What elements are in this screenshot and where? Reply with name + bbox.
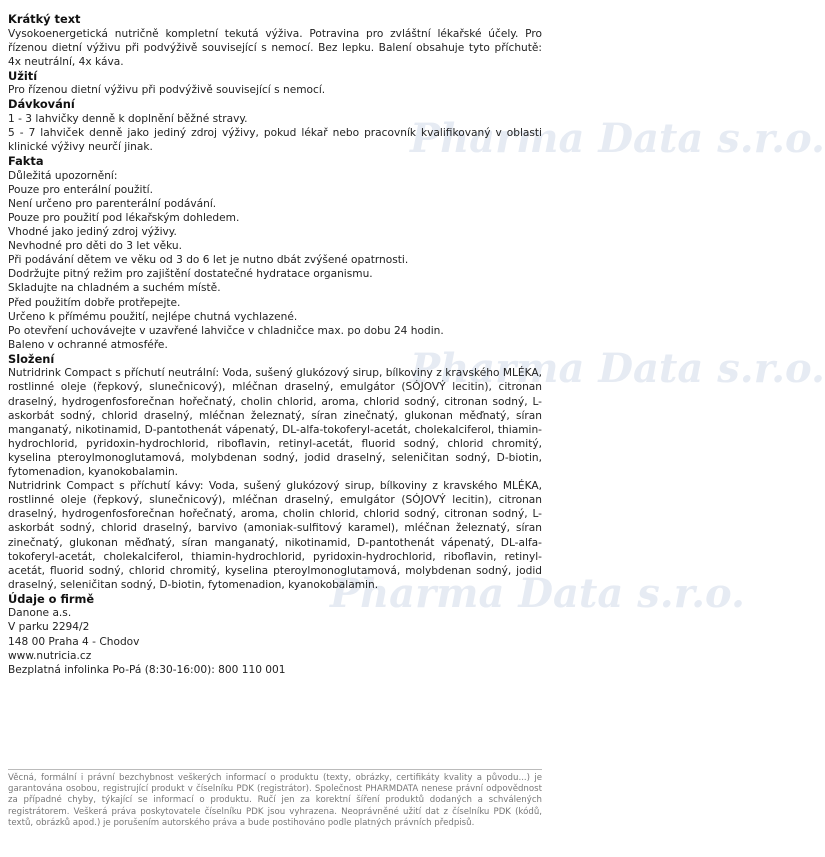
facts-line: Dodržujte pitný režim pro zajištění dostatečné hydratace organismu. bbox=[8, 268, 373, 281]
heading-usage: Užití bbox=[8, 68, 38, 83]
heading-composition: Složení bbox=[8, 351, 55, 366]
dosage-line: 5 - 7 lahviček denně jako jediný zdroj výživy, pokud lékař nebo pracovník kvalifikovaný v oblasti klinické výživy neurčí jinak. bbox=[8, 126, 542, 154]
facts-line: Při podávání dětem ve věku od 3 do 6 let je nutno dbát zvýšené opatrnosti. bbox=[8, 254, 409, 267]
company-street: V parku 2294/2 bbox=[8, 621, 90, 634]
watermark-3: Pharma Data s.r.o. bbox=[330, 570, 745, 617]
watermark-2: Pharma Data s.r.o. bbox=[410, 345, 825, 392]
composition-neutral: Nutridrink Compact s příchutí neutrální: Voda, sušený glukózový sirup, bílkoviny z kravského MLÉKA, rostlinné oleje (řepkový, slunečnicový), mléčnan draselný, emulgátor (SÓJOVÝ lecitin), citronan draselný, hydrogenfosforečnan hořečnatý, cholin chlorid, aroma, chlorid sodný, citronan sodný, L-askorbát sodný, chlorid draselný, mléčnan železnatý, síran zinečnatý, glukonan měďnatý, síran manganatý, nikotinamid, D-pantothenát vápenatý, DL-alfa-tokoferyl-acetát, cholekalciferol, thiamin-hydrochlorid, pyridoxin-hydrochlorid, riboflavin, retinyl-acetát, fluorid sodný, chlorid chromitý, kyselina pteroylmonoglutamová, molybdenan sodný, jodid draselný, seleničitan sodný, D-biotin, fytomenadion, kyanokobalamin. bbox=[8, 367, 542, 479]
disclaimer: Věcná, formální i právní bezchybnost veškerých informací o produktu (texty, obrázky, certifikáty kvality a původu...) je garantována osobou, registrující produkt v číselníku PDK (registrátor). Společnost PHARMDATA nenese právní odpovědnost za případné chyby, týkající se informací o produktu. Ručí jen za korektní šíření produktů dodaných a schválených registrátorem. Veškerá práva poskytovatele číselníku PDK jsou vyhrazena. Neoprávněné užití dat z číselníku PDK (kódů, textů, obrázků apod.) je porušením autorského práva a bude postihováno podle platných právních předpisů. bbox=[8, 769, 542, 829]
facts-line: Před použitím dobře protřepejte. bbox=[8, 296, 181, 309]
section-company bbox=[8, 592, 542, 677]
facts-line: Důležitá upozornění: bbox=[8, 169, 118, 182]
section-facts bbox=[8, 154, 542, 352]
short-text: Vysokoenergetická nutričně kompletní tekutá výživa. Potravina pro zvláštní lékařské účely. Pro řízenou dietní výživu při podvýživě související s nemocí. Bez lepku. Balení obsahuje tyto příchutě: 4x neutrální, 4x káva. bbox=[8, 27, 542, 68]
facts-line: Baleno v ochranné atmosféře. bbox=[8, 338, 168, 351]
section-usage bbox=[8, 69, 542, 98]
heading-facts: Fakta bbox=[8, 154, 44, 169]
facts-line: Pouze pro použití pod lékařským dohledem. bbox=[8, 211, 240, 224]
dosage-line: 1 - 3 lahvičky denně k doplnění běžné stravy. bbox=[8, 112, 248, 125]
company-hotline: Bezplatná infolinka Po-Pá (8:30-16:00): 800 110 001 bbox=[8, 663, 286, 676]
facts-line: Pouze pro enterální použití. bbox=[8, 183, 153, 196]
composition-coffee: Nutridrink Compact s příchutí kávy: Voda, sušený glukózový sirup, bílkoviny z kravského MLÉKA, rostlinné oleje (řepkový, slunečnicový), mléčnan draselný, emulgátor (SÓJOVÝ lecitin), citronan draselný, hydrogenfosforečnan hořečnatý, aroma, cholin chlorid, chlorid sodný, citronan sodný, L-askorbát sodný, chlorid draselný, barvivo (amoniak-sulfitový karamel), mléčnan železnatý, síran zinečnatý, glukonan měďnatý, síran manganatý, nikotinamid, D-pantothenát vápenatý, DL-alfa-tokoferyl-acetát, cholekalciferol, thiamin-hydrochlorid, pyridoxin-hydrochlorid, riboflavin, retinyl-acetát, fluorid sodný, chlorid chromitý, kyselina pteroylmonoglutamová, molybdenan sodný, jodid draselný, seleničitan sodný, D-biotin, fytomenadion, kyanokobalamin. bbox=[8, 480, 542, 591]
company-name: Danone a.s. bbox=[8, 607, 72, 620]
section-composition bbox=[8, 352, 542, 592]
facts-line: Vhodné jako jediný zdroj výživy. bbox=[8, 226, 177, 239]
section-dosage bbox=[8, 97, 542, 154]
heading-short-text: Krátký text bbox=[8, 12, 81, 26]
facts-line: Není určeno pro parenterální podávání. bbox=[8, 197, 217, 210]
section-short-text bbox=[8, 12, 542, 69]
watermark-1: Pharma Data s.r.o. bbox=[410, 115, 825, 162]
facts-line: Po otevření uchovávejte v uzavřené lahvičce v chladničce max. po dobu 24 hodin. bbox=[8, 324, 444, 337]
facts-line: Nevhodné pro děti do 3 let věku. bbox=[8, 240, 182, 253]
company-city: 148 00 Praha 4 - Chodov bbox=[8, 635, 140, 648]
facts-line: Skladujte na chladném a suchém místě. bbox=[8, 282, 221, 295]
heading-company: Údaje o firmě bbox=[8, 591, 95, 606]
company-website: www.nutricia.cz bbox=[8, 649, 92, 662]
facts-line: Určeno k přímému použití, nejlépe chutná vychlazené. bbox=[8, 310, 298, 323]
heading-dosage: Dávkování bbox=[8, 97, 75, 112]
usage-text: Pro řízenou dietní výživu při podvýživě související s nemocí. bbox=[8, 84, 326, 97]
